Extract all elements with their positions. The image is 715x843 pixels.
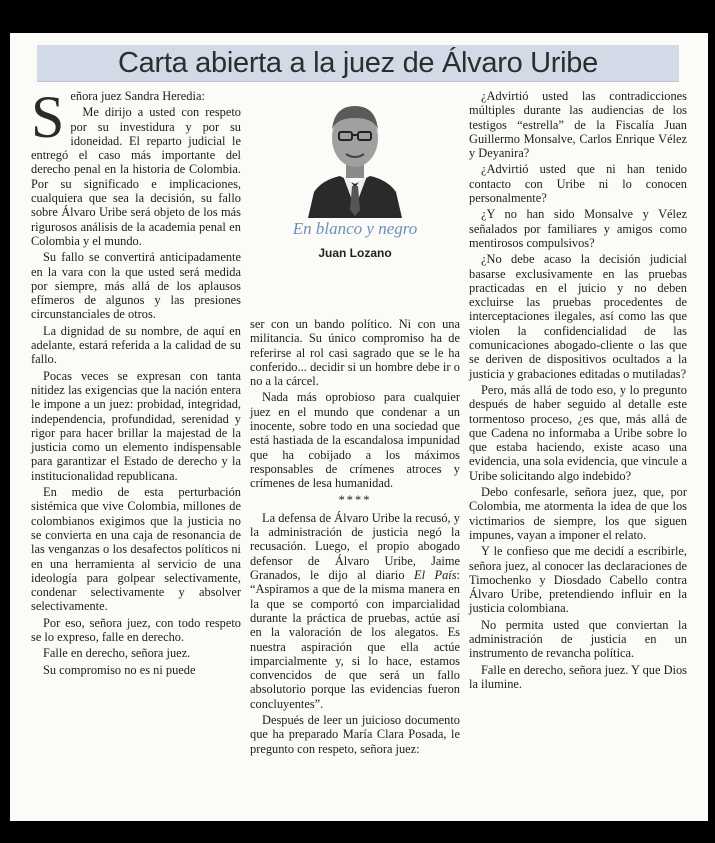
paragraph: En medio de esta perturbación sistémica que vive Colombia, millones de colombianos exigimos que la justicia no se convierta en una caja de resonancia de las venganzas o los desafectos políticos ni en una herramienta al servicio de una ideología para golpear selectivamente, condenar selectivamente y absolver selectivamente. xyxy=(31,485,241,614)
paragraph: Pocas veces se expresan con tanta nitidez las exigencias que la nación entera le impone a un juez: probidad, integridad, independencia, profundidad, serenidad y rigor para hacer brillar la majestad de la justicia como un elemento indispensable para garantizar el Estado de derecho y la institucionalidad republicana. xyxy=(31,368,241,483)
paragraph-text: La defensa de Álvaro Uribe la recusó, y la administración de justicia negó la recusación. Luego, el propio abogado defensor de Álvaro Uribe, Jaime Granados, le dijo al diario xyxy=(250,510,460,583)
paragraph xyxy=(31,84,241,150)
columnist-portrait xyxy=(300,88,410,218)
section-name: En blanco y negro xyxy=(292,219,418,238)
column-1 xyxy=(31,84,241,679)
paragraph: Debo confesarle, señora juez, que, por Colombia, me atormenta la idea de que los victimarios de siempre, los que siguen impunes, vayan a imponer el relato. xyxy=(469,485,687,542)
paragraph: Su compromiso no es ni puede xyxy=(43,662,196,677)
section-divider: **** xyxy=(338,492,372,507)
paragraph: Y le confieso que me decidí a escribirle, señora juez, al conocer las declaraciones de Timochenko y Diosdado Cabello contra Álvaro Uribe, pretendiendo influir en la justicia colombiana. xyxy=(469,544,687,616)
paragraph-text: : “Aspiramos a que de la misma manera en la que se comportó con imparcialidad durante la práctica de pruebas, actúe así en la valoración de los alegatos. Es nuestra aspiración que ella actúe imparcialmente y, si lo hace, estamos convencidos de que será un fallo absolutorio porque las evidencias fueron concluyentes”. xyxy=(250,568,460,711)
paragraph: La dignidad de su nombre, de aquí en adelante, estará referida a la calidad de su fallo. xyxy=(31,323,241,367)
column-2 xyxy=(250,317,460,758)
drop-cap: S xyxy=(31,84,65,150)
paragraph: ¿Y no han sido Monsalve y Vélez señalados por familiares y amigos como mentirosos compulsivos? xyxy=(469,207,687,250)
paragraph xyxy=(250,511,460,711)
paragraph: Falle en derecho, señora juez. Y que Dios la ilumine. xyxy=(469,662,687,691)
paragraph: No permita usted que conviertan la administración de justicia en un instrumento de revancha política. xyxy=(469,617,687,661)
paragraph: ¿No debe acaso la decisión judicial basarse exclusivamente en las pruebas practicadas en el juicio y no deben excluirse las pruebas procedentes de interceptaciones ilegales, así como las que violen la confidencialidad de las comunicaciones abogado-cliente o las que se deriven de dispositivos ocultados a la justicia y grabaciones editadas o mutiladas? xyxy=(469,252,687,381)
paragraph: Su fallo se convertirá anticipadamente en la vara con la que usted será medida por siempre, más allá de los aplausos efímeros de algunos y las presiones circunstanciales de otros. xyxy=(31,250,241,322)
newspaper-page xyxy=(10,33,708,821)
paragraph: ser con un bando político. Ni con una militancia. Su único compromiso ha de referirse al rol casi sagrado que se le ha conferido... decidir si un hombre debe ir o no a la cárcel. xyxy=(250,317,460,389)
paragraph: Por eso, señora juez, con todo respeto se lo expreso, falle en derecho. xyxy=(31,615,241,644)
author-name: Juan Lozano xyxy=(318,246,392,260)
paragraph: Nada más oprobioso para cualquier juez en el mundo que condenar a un inocente, sobre todo en una sociedad que está hastiada de la escandalosa impunidad que ha cobijado a los máximos responsables de crímenes atroces y crímenes de lesa humanidad. xyxy=(250,390,460,491)
title-band xyxy=(37,45,679,82)
paragraph: ¿Advirtió usted las contradicciones múltiples durante las audiencias de los testigos “estrella” de la Fiscalía Juan Guillermo Monsalve, Carlos Enrique Vélez y Deyanira? xyxy=(469,89,687,161)
paragraph: Después de leer un juicioso documento que ha preparado María Clara Posada, le pregunto con respeto, señora juez: xyxy=(250,713,460,756)
paragraph: Falle en derecho, señora juez. xyxy=(43,646,191,661)
headline: Carta abierta a la juez de Álvaro Uribe xyxy=(118,47,598,79)
newspaper-name: El País xyxy=(414,568,457,583)
column-3 xyxy=(469,89,687,693)
paragraph: Me dirijo a usted con respeto por su investidura y por su idoneidad. El reparto judicial le entregó el caso más importante del derecho penal en la historia de Colombia. Por su significado e implicaciones, cualquiera que sea la decisión, su fallo sobre Álvaro Uribe será objeto de los más rigurosos análisis de la academia penal en Colombia y el mundo. xyxy=(31,105,241,248)
paragraph: ¿Advirtió usted que ni han tenido contacto con Uribe ni lo conocen personalmente? xyxy=(469,162,687,206)
paragraph-text: eñora juez Sandra Heredia: xyxy=(70,89,205,103)
paragraph: Pero, más allá de todo eso, y lo pregunto después de haber seguido al detalle este tormentoso proceso, ¿es que, más allá de que Cadena no informaba a Uribe sobre lo que estaba haciendo, existe acaso una evidencia, una sola evidencia, que vincule a Uribe solicitando algo indebido? xyxy=(469,382,687,483)
